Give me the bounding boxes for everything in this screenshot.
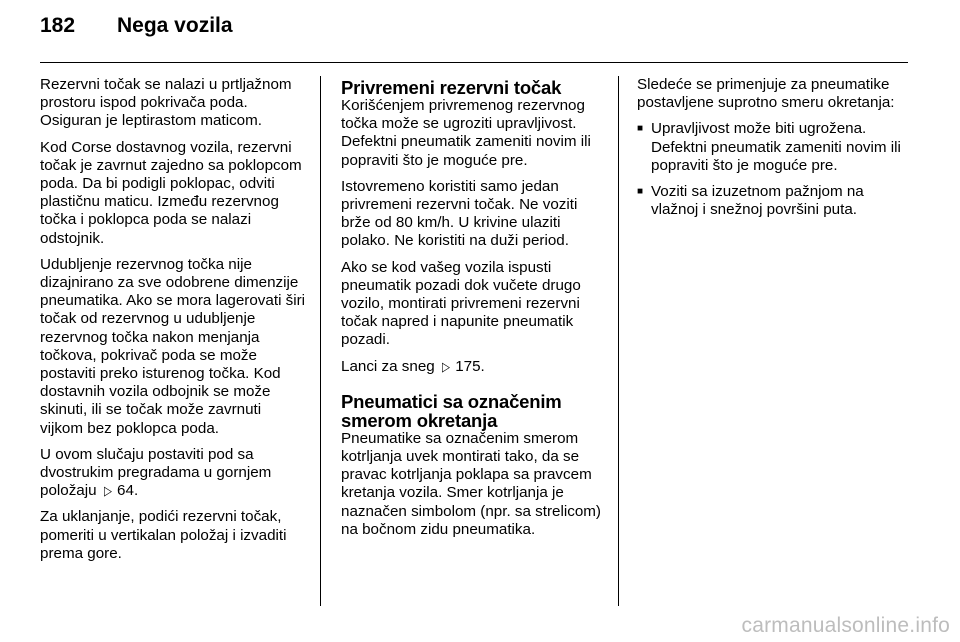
- page-reference-link[interactable]: 64.: [117, 482, 139, 500]
- column-divider: [320, 76, 321, 606]
- list-item: ■ Voziti sa izuzetnom pažnjom na vlažnoj i snežnoj površini puta.: [637, 183, 907, 219]
- page-header: [40, 14, 233, 50]
- paragraph: Za uklanjanje, podići rezervni točak, pomeriti u vertikalan položaj i izvaditi prema gore.: [40, 508, 287, 562]
- column-divider: [618, 76, 619, 606]
- paragraph: Udubljenje rezervnog točka nije dizajnirano za sve odobrene dimenzije pneumatika. Ako se mora lagerovati širi točak od rezervnog u udubljenje rezervnog točka nakon menjanja točkova, pokrivač poda se može postaviti preko isturenog točka. Kod dostavnih vozila odbojnik se može skinuti, ili se točak može zavrnuti vijkom bez poklopca poda.: [40, 255, 306, 437]
- list-item: ■ Upravljivost može biti ugrožena. Defektni pneumatik zameniti novim ili popraviti što je moguće pre.: [637, 120, 907, 175]
- page-reference-link[interactable]: 175.: [455, 357, 485, 375]
- paragraph-text: Lanci za sneg: [341, 357, 435, 375]
- paragraph: Pneumatike sa označenim smerom kotrljanja uvek montirati tako, da se pravac kotrljanja poklapa sa pravcem kretanja vozila. Smer kotrljanja je naznačen simbolom (npr. sa strelicom) na bočnom zidu pneumatika.: [341, 429, 601, 538]
- paragraph-text: U ovom slučaju postaviti pod sa dvostrukim pregradama u gornjem položaju: [40, 445, 272, 500]
- paragraph: Rezervni točak se nalazi u prtljažnom prostoru ispod pokrivača poda. Osiguran je leptirastom maticom.: [40, 76, 292, 130]
- paragraph: Kod Corse dostavnog vozila, rezervni točak je zavrnut zajedno sa poklopcom poda. Da bi podigli poklopac, odviti plastičnu maticu. Između rezervnog točka i poklopca poda se nalazi odstojnik.: [40, 138, 302, 247]
- column-2: [341, 78, 607, 547]
- paragraph: Korišćenjem privremenog rezervnog točka može se ugroziti upravljivost. Defektni pneumatik zameniti novim ili popraviti što je moguće pre.: [341, 97, 591, 169]
- watermark: carmanualsonline.info: [741, 614, 950, 637]
- header-divider: [40, 62, 908, 63]
- page-reference-arrow-icon: ▷: [441, 358, 450, 374]
- page-number: 182: [40, 14, 76, 37]
- column-3: [637, 76, 907, 227]
- section-heading: Pneumatici sa označenim smerom okretanja: [341, 390, 562, 431]
- section-heading: Privremeni rezervni točak: [341, 77, 562, 98]
- paragraph: Ako se kod vašeg vozila ispusti pneumatik pozadi dok vučete drugo vozilo, montirati privremeni rezervni točak napred i napunite pneumatik pozadi.: [341, 258, 581, 349]
- page-reference-arrow-icon: ▷: [103, 483, 112, 499]
- bullet-list: [637, 120, 907, 219]
- paragraph: [40, 446, 308, 501]
- paragraph: [341, 358, 607, 376]
- paragraph: Istovremeno koristiti samo jedan privremeni rezervni točak. Ne voziti brže od 80 km/h. U krivine ulaziti polako. Ne koristiti na duži period.: [341, 177, 578, 250]
- column-1: [40, 76, 308, 571]
- page-title: Nega vozila: [117, 14, 233, 37]
- paragraph: Sledeće se primenjuje za pneumatike postavljene suprotno smeru okretanja:: [637, 76, 895, 112]
